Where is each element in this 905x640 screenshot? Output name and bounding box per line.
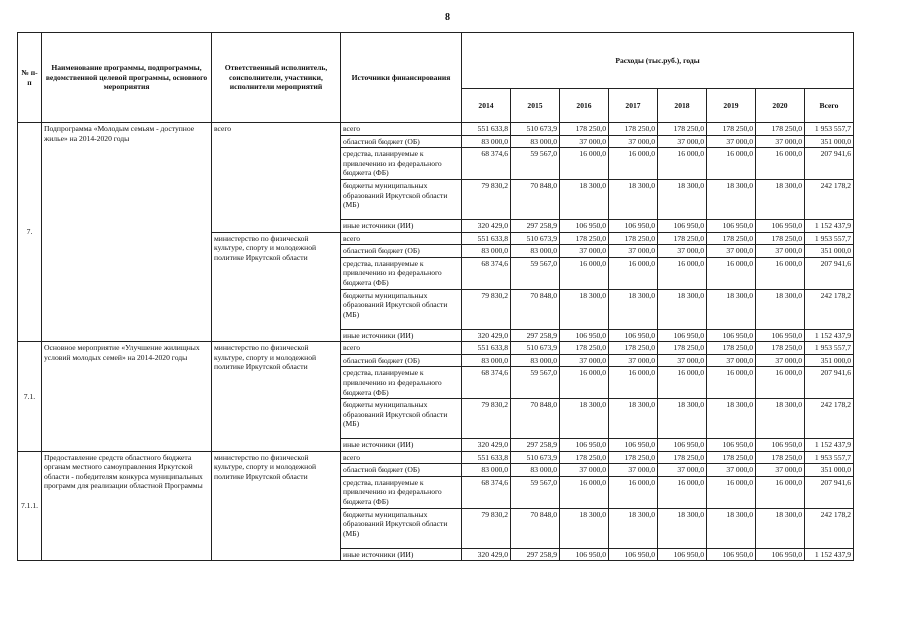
value-cell: 37 000,0 bbox=[609, 135, 658, 148]
value-cell: 106 950,0 bbox=[609, 439, 658, 452]
source-label: бюджеты муниципальных образований Иркутской области (МБ) bbox=[341, 179, 462, 219]
value-cell: 510 673,9 bbox=[511, 232, 560, 245]
source-label: средства, планируемые к привлечению из федерального бюджета (ФБ) bbox=[341, 148, 462, 180]
value-cell: 320 429,0 bbox=[462, 548, 511, 561]
value-cell: 1 953 557,7 bbox=[805, 232, 854, 245]
source-label: бюджеты муниципальных образований Иркутской области (МБ) bbox=[341, 508, 462, 548]
value-cell: 37 000,0 bbox=[560, 245, 609, 258]
value-cell: 37 000,0 bbox=[609, 245, 658, 258]
value-cell: 37 000,0 bbox=[658, 464, 707, 477]
value-cell: 37 000,0 bbox=[707, 135, 756, 148]
table-body bbox=[18, 123, 854, 561]
section-number: 7. bbox=[18, 123, 42, 342]
value-cell: 106 950,0 bbox=[707, 439, 756, 452]
value-cell: 83 000,0 bbox=[462, 354, 511, 367]
value-cell: 18 300,0 bbox=[658, 399, 707, 439]
value-cell: 178 250,0 bbox=[658, 232, 707, 245]
value-cell: 18 300,0 bbox=[560, 289, 609, 329]
executor-cell: министерство по физической культуре, спорту и молодежной политике Иркутской области bbox=[212, 342, 341, 452]
value-cell: 351 000,0 bbox=[805, 354, 854, 367]
value-cell: 37 000,0 bbox=[609, 464, 658, 477]
section-name: Подпрограмма «Молодым семьям - доступное жилье» на 2014-2020 годы bbox=[42, 123, 212, 342]
value-cell: 178 250,0 bbox=[609, 123, 658, 136]
value-cell: 16 000,0 bbox=[707, 367, 756, 399]
value-cell: 106 950,0 bbox=[756, 439, 805, 452]
value-cell: 79 830,2 bbox=[462, 179, 511, 219]
value-cell: 83 000,0 bbox=[462, 464, 511, 477]
header-num: № п-п bbox=[18, 33, 42, 123]
value-cell: 16 000,0 bbox=[658, 148, 707, 180]
value-cell: 106 950,0 bbox=[756, 219, 805, 232]
value-cell: 70 848,0 bbox=[511, 179, 560, 219]
source-label: всего bbox=[341, 342, 462, 355]
value-cell: 18 300,0 bbox=[560, 179, 609, 219]
value-cell: 242 178,2 bbox=[805, 508, 854, 548]
source-label: областной бюджет (ОБ) bbox=[341, 135, 462, 148]
budget-table bbox=[17, 32, 854, 561]
value-cell: 178 250,0 bbox=[560, 232, 609, 245]
value-cell: 16 000,0 bbox=[658, 257, 707, 289]
value-cell: 16 000,0 bbox=[609, 257, 658, 289]
value-cell: 551 633,8 bbox=[462, 123, 511, 136]
source-label: иные источники (ИИ) bbox=[341, 329, 462, 342]
value-cell: 16 000,0 bbox=[560, 476, 609, 508]
value-cell: 16 000,0 bbox=[658, 476, 707, 508]
executor-cell: всего bbox=[212, 123, 341, 233]
value-cell: 83 000,0 bbox=[511, 464, 560, 477]
source-label: средства, планируемые к привлечению из федерального бюджета (ФБ) bbox=[341, 367, 462, 399]
section-number: 7.1.1. bbox=[18, 451, 42, 561]
value-cell: 351 000,0 bbox=[805, 245, 854, 258]
value-cell: 178 250,0 bbox=[756, 232, 805, 245]
value-cell: 106 950,0 bbox=[560, 548, 609, 561]
value-cell: 178 250,0 bbox=[707, 232, 756, 245]
header-year: 2019 bbox=[707, 89, 756, 123]
value-cell: 207 941,6 bbox=[805, 367, 854, 399]
executor-cell: министерство по физической культуре, спорту и молодежной политике Иркутской области bbox=[212, 232, 341, 342]
value-cell: 207 941,6 bbox=[805, 257, 854, 289]
value-cell: 1 152 437,9 bbox=[805, 439, 854, 452]
value-cell: 16 000,0 bbox=[707, 476, 756, 508]
value-cell: 510 673,9 bbox=[511, 342, 560, 355]
value-cell: 70 848,0 bbox=[511, 399, 560, 439]
table-row bbox=[18, 451, 854, 464]
value-cell: 351 000,0 bbox=[805, 464, 854, 477]
value-cell: 59 567,0 bbox=[511, 257, 560, 289]
header-year: 2020 bbox=[756, 89, 805, 123]
value-cell: 178 250,0 bbox=[707, 342, 756, 355]
value-cell: 18 300,0 bbox=[707, 179, 756, 219]
value-cell: 106 950,0 bbox=[560, 329, 609, 342]
value-cell: 16 000,0 bbox=[756, 148, 805, 180]
value-cell: 551 633,8 bbox=[462, 342, 511, 355]
value-cell: 16 000,0 bbox=[609, 148, 658, 180]
value-cell: 59 567,0 bbox=[511, 367, 560, 399]
value-cell: 37 000,0 bbox=[560, 135, 609, 148]
source-label: всего bbox=[341, 232, 462, 245]
value-cell: 83 000,0 bbox=[511, 135, 560, 148]
value-cell: 16 000,0 bbox=[756, 476, 805, 508]
value-cell: 83 000,0 bbox=[462, 245, 511, 258]
value-cell: 178 250,0 bbox=[707, 451, 756, 464]
source-label: всего bbox=[341, 123, 462, 136]
header-expenses: Расходы (тыс.руб.), годы bbox=[462, 33, 854, 89]
value-cell: 207 941,6 bbox=[805, 476, 854, 508]
value-cell: 18 300,0 bbox=[707, 289, 756, 329]
value-cell: 37 000,0 bbox=[707, 245, 756, 258]
value-cell: 178 250,0 bbox=[609, 451, 658, 464]
value-cell: 178 250,0 bbox=[658, 451, 707, 464]
header-year: 2016 bbox=[560, 89, 609, 123]
value-cell: 18 300,0 bbox=[609, 179, 658, 219]
value-cell: 16 000,0 bbox=[609, 367, 658, 399]
value-cell: 510 673,9 bbox=[511, 123, 560, 136]
source-label: областной бюджет (ОБ) bbox=[341, 464, 462, 477]
value-cell: 178 250,0 bbox=[609, 232, 658, 245]
source-label: всего bbox=[341, 451, 462, 464]
executor-cell: министерство по физической культуре, спорту и молодежной политике Иркутской области bbox=[212, 451, 341, 561]
value-cell: 320 429,0 bbox=[462, 329, 511, 342]
value-cell: 551 633,8 bbox=[462, 232, 511, 245]
value-cell: 16 000,0 bbox=[658, 367, 707, 399]
page-number: 8 bbox=[445, 12, 450, 23]
value-cell: 37 000,0 bbox=[658, 354, 707, 367]
value-cell: 68 374,6 bbox=[462, 257, 511, 289]
source-label: иные источники (ИИ) bbox=[341, 219, 462, 232]
value-cell: 178 250,0 bbox=[707, 123, 756, 136]
value-cell: 16 000,0 bbox=[609, 476, 658, 508]
value-cell: 18 300,0 bbox=[609, 508, 658, 548]
value-cell: 37 000,0 bbox=[756, 245, 805, 258]
source-label: иные источники (ИИ) bbox=[341, 548, 462, 561]
header-year: 2014 bbox=[462, 89, 511, 123]
table-row bbox=[18, 123, 854, 136]
value-cell: 37 000,0 bbox=[756, 135, 805, 148]
value-cell: 18 300,0 bbox=[756, 289, 805, 329]
value-cell: 106 950,0 bbox=[609, 548, 658, 561]
source-label: иные источники (ИИ) bbox=[341, 439, 462, 452]
value-cell: 106 950,0 bbox=[756, 329, 805, 342]
value-cell: 70 848,0 bbox=[511, 289, 560, 329]
value-cell: 79 830,2 bbox=[462, 508, 511, 548]
value-cell: 18 300,0 bbox=[707, 508, 756, 548]
value-cell: 106 950,0 bbox=[707, 329, 756, 342]
value-cell: 16 000,0 bbox=[560, 148, 609, 180]
value-cell: 37 000,0 bbox=[707, 354, 756, 367]
value-cell: 178 250,0 bbox=[756, 123, 805, 136]
header-executor: Ответственный исполнитель, соисполнители, участники, исполнители мероприятий bbox=[212, 33, 341, 123]
value-cell: 106 950,0 bbox=[658, 219, 707, 232]
value-cell: 70 848,0 bbox=[511, 508, 560, 548]
value-cell: 178 250,0 bbox=[658, 123, 707, 136]
header-year: 2017 bbox=[609, 89, 658, 123]
value-cell: 551 633,8 bbox=[462, 451, 511, 464]
value-cell: 37 000,0 bbox=[658, 245, 707, 258]
value-cell: 178 250,0 bbox=[609, 342, 658, 355]
value-cell: 68 374,6 bbox=[462, 148, 511, 180]
value-cell: 178 250,0 bbox=[560, 451, 609, 464]
value-cell: 18 300,0 bbox=[658, 508, 707, 548]
value-cell: 16 000,0 bbox=[560, 257, 609, 289]
value-cell: 106 950,0 bbox=[756, 548, 805, 561]
value-cell: 106 950,0 bbox=[560, 439, 609, 452]
value-cell: 1 953 557,7 bbox=[805, 342, 854, 355]
value-cell: 297 258,9 bbox=[511, 329, 560, 342]
value-cell: 18 300,0 bbox=[609, 399, 658, 439]
value-cell: 37 000,0 bbox=[560, 354, 609, 367]
value-cell: 242 178,2 bbox=[805, 179, 854, 219]
value-cell: 18 300,0 bbox=[560, 508, 609, 548]
value-cell: 79 830,2 bbox=[462, 399, 511, 439]
value-cell: 297 258,9 bbox=[511, 219, 560, 232]
section-name: Предоставление средств областного бюджета органам местного самоуправления Иркутской области - победителям конкурса муниципальных программ для реализации областной Программы bbox=[42, 451, 212, 561]
value-cell: 16 000,0 bbox=[560, 367, 609, 399]
value-cell: 242 178,2 bbox=[805, 399, 854, 439]
header-source: Источники финансирования bbox=[341, 33, 462, 123]
table-row bbox=[18, 342, 854, 355]
source-label: областной бюджет (ОБ) bbox=[341, 354, 462, 367]
value-cell: 68 374,6 bbox=[462, 367, 511, 399]
header-name: Наименование программы, подпрограммы, ведомственной целевой программы, основного мероприятия bbox=[42, 33, 212, 123]
value-cell: 37 000,0 bbox=[756, 464, 805, 477]
value-cell: 68 374,6 bbox=[462, 476, 511, 508]
value-cell: 1 152 437,9 bbox=[805, 548, 854, 561]
value-cell: 59 567,0 bbox=[511, 476, 560, 508]
source-label: средства, планируемые к привлечению из федерального бюджета (ФБ) bbox=[341, 476, 462, 508]
value-cell: 106 950,0 bbox=[609, 329, 658, 342]
value-cell: 178 250,0 bbox=[756, 451, 805, 464]
value-cell: 320 429,0 bbox=[462, 439, 511, 452]
value-cell: 351 000,0 bbox=[805, 135, 854, 148]
value-cell: 37 000,0 bbox=[756, 354, 805, 367]
value-cell: 16 000,0 bbox=[756, 257, 805, 289]
value-cell: 18 300,0 bbox=[658, 289, 707, 329]
value-cell: 242 178,2 bbox=[805, 289, 854, 329]
value-cell: 1 953 557,7 bbox=[805, 451, 854, 464]
source-label: средства, планируемые к привлечению из федерального бюджета (ФБ) bbox=[341, 257, 462, 289]
value-cell: 18 300,0 bbox=[756, 508, 805, 548]
value-cell: 37 000,0 bbox=[560, 464, 609, 477]
value-cell: 178 250,0 bbox=[560, 342, 609, 355]
value-cell: 320 429,0 bbox=[462, 219, 511, 232]
value-cell: 37 000,0 bbox=[658, 135, 707, 148]
value-cell: 16 000,0 bbox=[707, 148, 756, 180]
value-cell: 297 258,9 bbox=[511, 439, 560, 452]
value-cell: 83 000,0 bbox=[511, 354, 560, 367]
value-cell: 18 300,0 bbox=[609, 289, 658, 329]
header-year: 2015 bbox=[511, 89, 560, 123]
value-cell: 106 950,0 bbox=[609, 219, 658, 232]
value-cell: 79 830,2 bbox=[462, 289, 511, 329]
value-cell: 18 300,0 bbox=[658, 179, 707, 219]
value-cell: 106 950,0 bbox=[560, 219, 609, 232]
value-cell: 510 673,9 bbox=[511, 451, 560, 464]
value-cell: 16 000,0 bbox=[756, 367, 805, 399]
value-cell: 106 950,0 bbox=[658, 439, 707, 452]
value-cell: 16 000,0 bbox=[707, 257, 756, 289]
value-cell: 37 000,0 bbox=[707, 464, 756, 477]
source-label: бюджеты муниципальных образований Иркутской области (МБ) bbox=[341, 399, 462, 439]
value-cell: 18 300,0 bbox=[707, 399, 756, 439]
value-cell: 297 258,9 bbox=[511, 548, 560, 561]
header-year: Всего bbox=[805, 89, 854, 123]
value-cell: 18 300,0 bbox=[756, 399, 805, 439]
value-cell: 37 000,0 bbox=[609, 354, 658, 367]
value-cell: 1 152 437,9 bbox=[805, 219, 854, 232]
value-cell: 1 152 437,9 bbox=[805, 329, 854, 342]
value-cell: 106 950,0 bbox=[707, 219, 756, 232]
section-number: 7.1. bbox=[18, 342, 42, 452]
value-cell: 83 000,0 bbox=[462, 135, 511, 148]
value-cell: 18 300,0 bbox=[560, 399, 609, 439]
source-label: областной бюджет (ОБ) bbox=[341, 245, 462, 258]
value-cell: 18 300,0 bbox=[756, 179, 805, 219]
section-name: Основное мероприятие «Улучшение жилищных условий молодых семей» на 2014-2020 годы bbox=[42, 342, 212, 452]
source-label: бюджеты муниципальных образований Иркутской области (МБ) bbox=[341, 289, 462, 329]
value-cell: 59 567,0 bbox=[511, 148, 560, 180]
value-cell: 106 950,0 bbox=[658, 548, 707, 561]
value-cell: 1 953 557,7 bbox=[805, 123, 854, 136]
header-year: 2018 bbox=[658, 89, 707, 123]
value-cell: 178 250,0 bbox=[658, 342, 707, 355]
value-cell: 178 250,0 bbox=[560, 123, 609, 136]
value-cell: 207 941,6 bbox=[805, 148, 854, 180]
value-cell: 106 950,0 bbox=[707, 548, 756, 561]
value-cell: 178 250,0 bbox=[756, 342, 805, 355]
value-cell: 83 000,0 bbox=[511, 245, 560, 258]
value-cell: 106 950,0 bbox=[658, 329, 707, 342]
